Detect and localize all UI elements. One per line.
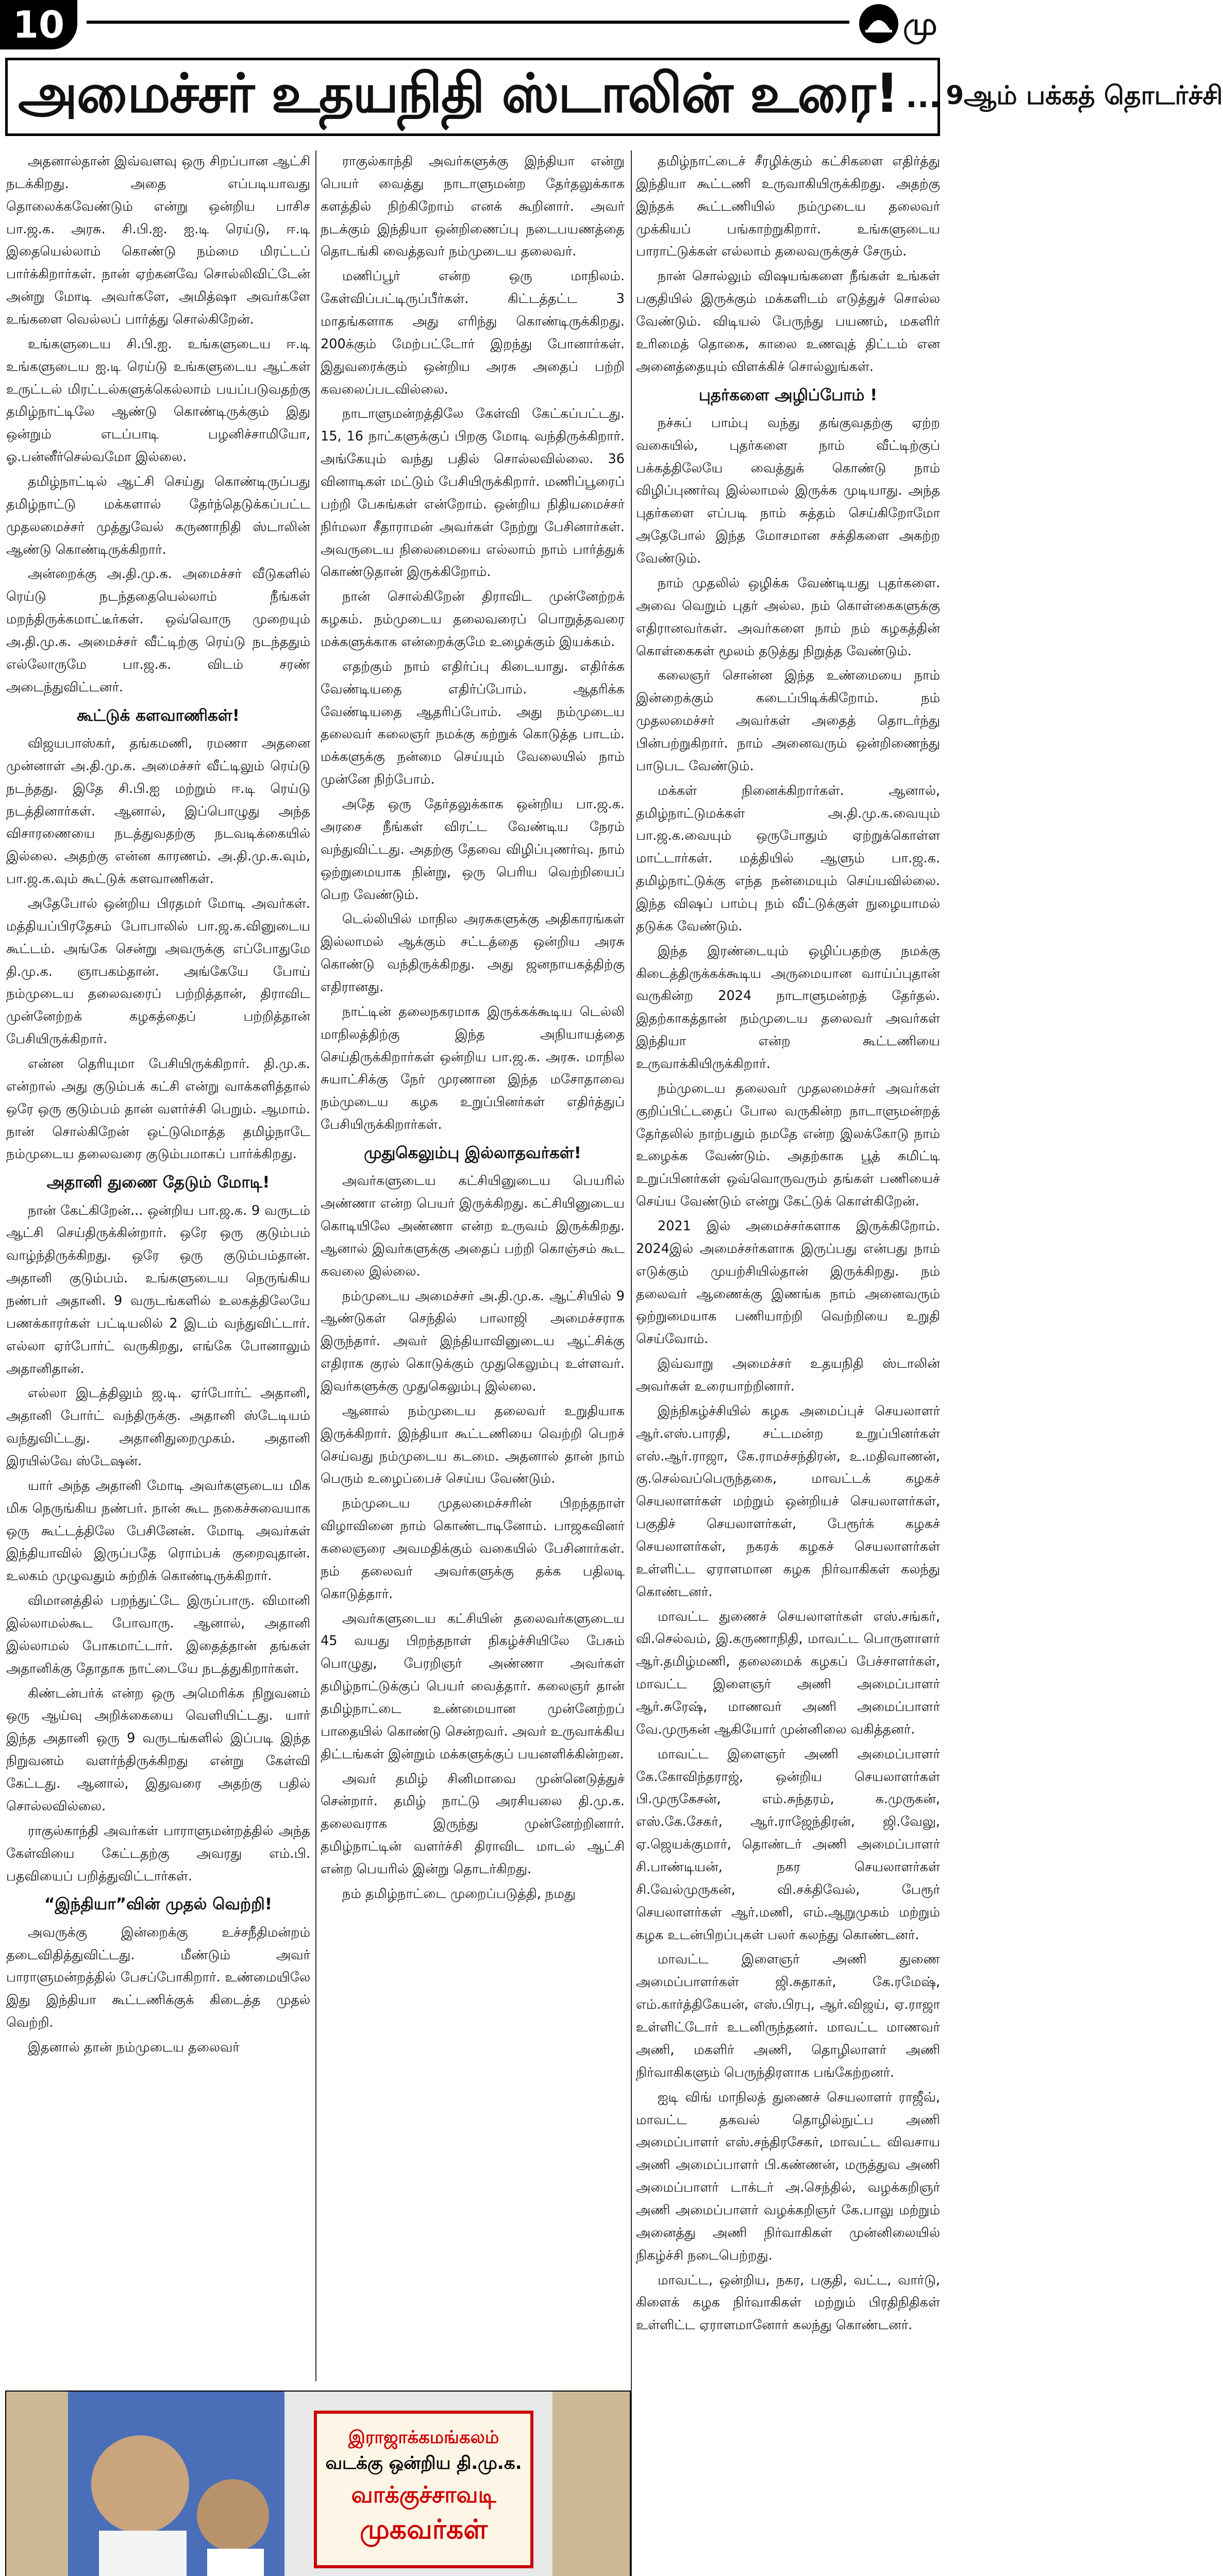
paragraph: ராகுல்காந்தி அவர்கள் பாராளுமன்றத்தில் அந்த கேள்வியை கேட்டதற்கு அவரது எம்.பி. பதவியைப் பறித்துவிட்டார்கள். bbox=[6, 1823, 310, 1884]
subheading: அதானி துணை தேடும் மோடி! bbox=[46, 1173, 270, 1192]
article-column-3 bbox=[636, 150, 940, 2576]
headline-bar bbox=[5, 58, 1223, 136]
subheading: முதுகெலும்பு இல்லாதவர்கள்! bbox=[364, 1143, 581, 1162]
paragraph: மணிப்பூர் என்ற ஒரு மாநிலம். கேள்விப்பட்டிருப்பீர்கள். கிட்டத்தட்ட 3 மாதங்களாக அது எரிந்து கொண்டிருக்கிறது. 200க்கும் மேற்பட்டோர் இறந்து போனார்கள். இதுவரைக்கும் ஒன்றிய அரசு அதைப் பற்றி கவலைப்படவில்லை. bbox=[321, 268, 625, 397]
paragraph: நம் தமிழ்நாட்டை முறைப்படுத்தி, நமது bbox=[342, 1886, 576, 1902]
event-photo-illustration bbox=[6, 2392, 630, 2576]
paragraph: அதேபோல் ஒன்றிய பிரதமர் மோடி அவர்கள். மத்தியப்பிரதேசம் போபாலில் பா.ஜ.க.வினுடைய கூட்டம். அங்கே சென்று அவருக்கு எப்போதுமே தி.மு.க. ஞாபகம்தான். அங்கேயே போய் நம்முடைய தலைவரைப் பற்றித்தான், திராவிட முன்னேற்றக் கழகத்தைப் பற்றித்தான் பேசியிருக்கிறார். bbox=[6, 895, 310, 1047]
paragraph: இதனால் தான் நம்முடைய தலைவர் bbox=[28, 2039, 240, 2055]
newspaper-name: மு bbox=[903, 6, 937, 42]
paragraph: மாவட்ட இளைஞர் அணி துணை அமைப்பாளர்கள் ஜி.சுதாகர், கே.ரமேஷ், எம்.கார்த்திகேயன், எஸ்.பிரபு, ஆர்.விஜய், ஏ.ராஜா உள்ளிட்டோர் உடனிருந்தனர். மாவட்ட மாணவர் அணி, மகளிர் அணி, தொழிலாளர் அணி நிர்வாகிகளும் பெருந்திரளாக பங்கேற்றனர். bbox=[636, 1952, 940, 2080]
paragraph: எல்லா இடத்திலும் ஜ.டி. ஏர்போர்ட் அதானி, அதானி போர்ட் வந்திருக்கு. அதானி ஸ்டேடியம் வந்துவிட்டது. அதானிதுறைமுகம். அதானி இரயில்வே ஸ்டேஷன். bbox=[6, 1385, 310, 1469]
continued-from-label: 9ஆம் பக்கத் தொடர்ச்சி bbox=[946, 80, 1223, 110]
paragraph: இந்நிகழ்ச்சியில் கழக அமைப்புச் செயலாளர் ஆர்.எஸ்.பாரதி, சட்டமன்ற உறுப்பினர்கள் எஸ்.ஆர்.ராஜா, கே.ராமச்சந்திரன், உ.மதிவாணன், கு.செல்வப்பெருந்தகை, மாவட்டக் கழகச் செயலாளர்கள் மற்றும் ஒன்றியச் செயலாளர்கள், பகுதிச் செயலாளர்கள், பேரூர்க் கழகச் செயலாளர்கள், நகரக் கழகச் செயலாளர்கள் உள்ளிட்ட ஏராளமான கழக நிர்வாகிகள் கலந்து கொண்டனர். bbox=[636, 1403, 940, 1600]
paragraph: விமானத்தில் பறந்துட்டே இருப்பாரு. விமானி இல்லாமல்கூட போவாரு. ஆனால், அதானி இல்லாமல் போகமாட்டார். இதைத்தான் தங்கள் அதானிக்கு தோதாக நாட்டையே நடத்துகிறார்கள். bbox=[6, 1593, 310, 1676]
paragraph: அவர் தமிழ் சினிமாவை முன்னெடுத்துச் சென்றார். தமிழ் நாட்டு அரசியலை தி.மு.க. தலைவராக இருந்து முன்னேற்றினார். தமிழ்நாட்டின் வளர்ச்சி திராவிட மாடல் ஆட்சி என்ற பெயரில் இன்று தொடர்கிறது. bbox=[321, 1771, 625, 1877]
paragraph: அதனால்தான் இவ்வளவு ஒரு சிறப்பான ஆட்சி நடக்கிறது. அதை எப்படியாவது தொலைக்கவேண்டும் என்று ஒன்றிய பாசிச பா.ஜ.க. அரசு. சி.பி.ஐ. ஐ.டி ரெய்டு, ஈ.டி இதையெல்லாம் கொண்டு நம்மை மிரட்டப் பார்க்கிறார்கள். நான் ஏற்கனவே சொல்லிவிட்டேன் அன்று மோடி அவர்களே, அமித்ஷா அவர்களே உங்களை வெல்லப் பார்த்து சொல்கிறேன். bbox=[6, 154, 310, 328]
paragraph: ஐடி விங் மாநிலத் துணைச் செயலாளர் ராஜீவ், மாவட்ட தகவல் தொழில்நுட்ப அணி அமைப்பாளர் எஸ்.சந்திரசேகர், மாவட்ட விவசாய அணி அமைப்பாளர் பி.கண்ணன், மருத்துவ அணி அமைப்பாளர் டாக்டர் அ.செந்தில், வழக்கறிஞர் அணி அமைப்பாளர் வழக்கறிஞர் கே.பாலு மற்றும் அனைத்து அணி நிர்வாகிகள் முன்னிலையில் நிகழ்ச்சி நடைபெற்றது. bbox=[636, 2089, 940, 2263]
subheading: புதர்களை அழிப்போம் ! bbox=[698, 385, 878, 404]
headline: அமைச்சர் உதயநிதி ஸ்டாலின் உரை! bbox=[18, 62, 898, 125]
header-rule bbox=[87, 21, 849, 24]
paragraph: மக்கள் நினைக்கிறார்கள். ஆனால், தமிழ்நாட்டுமக்கள் அ.தி.மு.க.வையும் பா.ஜ.க.வையும் ஒருபோதும் ஏற்றுக்கொள்ள மாட்டார்கள். மத்தியில் ஆளும் பா.ஜ.க. தமிழ்நாட்டுக்கு எந்த நன்மையும் செய்யவில்லை. இந்த விஷப் பாம்பு நம் வீட்டுக்குள் நுழையாமல் தடுக்க வேண்டும். bbox=[636, 783, 940, 934]
paragraph: அவர்களுடைய கட்சியின் தலைவர்களுடைய 45 வயது பிறந்தநாள் நிகழ்ச்சியிலே பேசும் பொழுது, பேரறிஞர் அண்ணா அவர்கள் தமிழ்நாட்டுக்குப் பெயர் வைத்தார். கலைஞர் தான் தமிழ்நாட்டை உண்மையான முன்னேற்றப் பாதையில் கொண்டு சென்றவர். அவர் உருவாக்கிய திட்டங்கள் இன்றும் மக்களுக்குப் பயனளிக்கின்றன. bbox=[321, 1611, 625, 1762]
paragraph: நான் சொல்லும் விஷயங்களை நீங்கள் உங்கள் பகுதியில் இருக்கும் மக்களிடம் எடுத்துச் சொல்ல வேண்டும். விடியல் பேருந்து பயணம், மகளிர் உரிமைத் தொகை, காலை உணவுத் திட்டம் என அனைத்தையும் விளக்கிச் சொல்லுங்கள். bbox=[636, 268, 940, 375]
page-number: 10 bbox=[0, 0, 77, 49]
paragraph: கலைஞர் சொன்ன இந்த உண்மையை நாம் இன்றைக்கும் கடைப்பிடிக்கிறோம். நம் முதலமைச்சர் அவர்கள் அதைத் தொடர்ந்து பின்பற்றுகிறார். நாம் அனைவரும் ஒன்றிணைந்து பாடுபட வேண்டும். bbox=[636, 668, 940, 774]
paragraph: ராகுல்காந்தி அவர்களுக்கு இந்தியா என்று பெயர் வைத்து நாடாளுமன்ற தேர்தலுக்காக களத்தில் நிற்கிறோம் எனக் கூறினார். அவர் நடக்கும் இந்தியா ஒன்றிணைப்பு நடைபயணத்தை தொடங்கி வைத்தவர் நம்முடைய தலைவர். bbox=[321, 154, 625, 260]
paragraph: உங்களுடைய சி.பி.ஐ. உங்களுடைய ஈ.டி உங்களுடைய ஐ.டி ரெய்டு உங்களுடைய ஆட்கள் உருட்டல் மிரட்டல்களுக்கெல்லாம் பயப்படுவதற்கு தமிழ்நாட்டிலே ஆண்டு கொண்டிருக்கும் இது ஒன்றும் எடப்பாடி பழனிச்சாமியோ, ஓ.பன்னீர்செல்வமோ இல்லை. bbox=[6, 336, 310, 465]
paragraph: எதற்கும் நாம் எதிர்ப்பு கிடையாது. எதிர்க்க வேண்டியதை எதிர்ப்போம். ஆதரிக்க வேண்டியதை ஆதரிப்போம். அது நம்முடைய தலைவர் கலைஞர் நமக்கு கற்றுக் கொடுத்த பாடம். மக்களுக்கு நன்மை செய்யும் வேலையில் நாம் முன்னே நிற்போம். bbox=[321, 658, 625, 788]
paragraph: யார் அந்த அதானி மோடி அவர்களுடைய மிக மிக நெருங்கிய நண்பர். நான் கூட நகைச்சுவையாக ஒரு கூட்டத்திலே பேசினேன். மோடி அவர்கள் இந்தியாவில் இருப்பதே ரொம்பக் குறைவுதான். உலகம் முழுவதும் சுற்றிக் கொண்டிருக்கிறார். bbox=[6, 1478, 310, 1584]
column-divider bbox=[315, 150, 316, 2381]
paragraph: டெல்லியில் மாநில அரசுகளுக்கு அதிகாரங்கள் இல்லாமல் ஆக்கும் சட்டத்தை ஒன்றிய அரசு கொண்டு வந்திருக்கிறது. அது ஜனநாயகத்திற்கு எதிரானது. bbox=[321, 911, 625, 995]
paragraph: நாடாளுமன்றத்திலே கேள்வி கேட்கப்பட்டது. 15, 16 நாட்களுக்குப் பிறகு மோடி வந்திருக்கிறார். அங்கேயும் வந்து பதில் சொல்லவில்லை. 36 வினாடிகள் மட்டும் பேசியிருக்கிறார். மணிப்பூரைப் பற்றி பேசுங்கள் என்றோம். ஒன்றிய நிதியமைச்சர் நிர்மலா சீதாராமன் அவர்கள் நேற்று பேசினார்கள். அவருடைய நிலைமையை எல்லாம் நாம் பார்த்துக் கொண்டுதான் இருக்கிறோம். bbox=[321, 406, 625, 580]
paragraph: அவருக்கு இன்றைக்கு உச்சநீதிமன்றம் தடைவிதித்துவிட்டது. மீண்டும் அவர் பாராளுமன்றத்தில் பேசப்போகிறார். உண்மையிலே இது இந்தியா கூட்டணிக்குக் கிடைத்த முதல் வெற்றி. bbox=[6, 1924, 310, 2031]
paragraph: நான் சொல்கிறேன் திராவிட முன்னேற்றக் கழகம். நம்முடைய தலைவரைப் பொறுத்தவரை மக்களுக்காக என்றைக்குமே உழைக்கும் இயக்கம். bbox=[321, 589, 625, 650]
paragraph: கிண்டன்பர்க் என்ற ஒரு அமெரிக்க நிறுவனம் ஒரு ஆய்வு அறிக்கையை வெளியிட்டது. யார் இந்த அதானி ஒரு 9 வருடங்களில் இப்படி இந்த நிறுவனம் வளர்ந்திருக்கிறது என்று கேள்வி கேட்டது. ஆனால், இதுவரை அதற்கு பதில் சொல்லவில்லை. bbox=[6, 1685, 310, 1814]
paragraph: அன்றைக்கு அ.தி.மு.க. அமைச்சர் வீடுகளில் ரெய்டு நடந்ததையெல்லாம் நீங்கள் மறந்திருக்கமாட்டீர்கள். ஒவ்வொரு முறையும் அ.தி.மு.க. அமைச்சர் வீட்டிற்கு ரெய்டு நடந்ததும் எல்லோருமே பா.ஜ.க. விடம் சரண் அடைந்துவிட்டனர். bbox=[6, 566, 310, 695]
article-column-2 bbox=[321, 150, 625, 2371]
paragraph: நாட்டின் தலைநகரமாக இருக்கக்கூடிய டெல்லி மாநிலத்திற்கு இந்த அநியாயத்தை செய்திருக்கிறார்கள் ஒன்றிய பா.ஜ.க. அரசு. மாநில சுயாட்சிக்கு நேர் முரணான இந்த மசோதாவை நம்முடைய கழக உறுப்பினர்கள் எதிர்த்துப் பேசியிருக்கிறார்கள். bbox=[321, 1004, 625, 1133]
banner-text: முகவர்கள் bbox=[359, 2514, 488, 2545]
paragraph: நம்முடைய அமைச்சர் அ.தி.மு.க. ஆட்சியில் 9 ஆண்டுகள் செந்தில் பாலாஜி அமைச்சராக இருந்தார். அவர் இந்தியாவினுடைய ஆட்சிக்கு எதிராக குரல் கொடுக்கும் முதுகெலும்பு உள்ளவர். இவர்களுக்கு முதுகெலும்பு இல்லை. bbox=[321, 1288, 625, 1394]
paragraph: நம்முடைய முதலமைச்சரின் பிறந்தநாள் விழாவினை நாம் கொண்டாடினோம். பாஜகவினர் கலைஞரை அவமதிக்கும் வகையில் பேசினார்கள். நம் தலைவர் அவர்களுக்கு தக்க பதிலடி கொடுத்தார். bbox=[321, 1496, 625, 1602]
paragraph: என்ன தெரியுமா பேசியிருக்கிறார். தி.மு.க. என்றால் அது குடும்பக் கட்சி என்று வாக்களித்தால் ஒரே ஒரு குடும்பம் தான் வளர்ச்சி பெறும். ஆமாம். நான் சொல்கிறேன் ஒட்டுமொத்த தமிழ்நாடே நம்முடைய தலைவரை குடும்பமாகப் பார்க்கிறது. bbox=[6, 1056, 310, 1162]
paragraph: இவ்வாறு அமைச்சர் உதயநிதி ஸ்டாலின் அவர்கள் உரையாற்றினார். bbox=[636, 1356, 940, 1394]
paragraph: நான் கேட்கிறேன்... ஒன்றிய பா.ஜ.க. 9 வருடம் ஆட்சி செய்திருக்கின்றார். ஒரே ஒரு குடும்பம் வாழ்ந்திருக்கிறது. ஒரே ஒரு குடும்பம்தான். அதானி குடும்பம். உங்களுடைய நெருங்கிய நண்பர் அதானி. 9 வருடங்களில் உலகத்திலேயே பணக்காரர்கள் பட்டியலில் 2 இடம் வந்துவிட்டார். எல்லா ஏர்போர்ட் வருகிறது, எங்கே போனாலும் அதானிதான். bbox=[6, 1202, 310, 1377]
paragraph: தமிழ்நாட்டைச் சீரழிக்கும் கட்சிகளை எதிர்த்து இந்தியா கூட்டணி உருவாகியிருக்கிறது. அதற்கு இந்தக் கூட்டணியில் நம்முடைய தலைவர் முக்கியப் பங்காற்றுகிறார். உங்களுடைய பாராட்டுக்கள் எல்லாம் தலைவருக்குச் சேரும். bbox=[636, 154, 940, 260]
paragraph: ஆனால் நம்முடைய தலைவர் உறுதியாக இருக்கிறார். இந்தியா கூட்டணியை வெற்றி பெறச் செய்வது நம்முடைய கடமை. அதனால் தான் நாம் பெரும் உழைப்பைச் செய்ய வேண்டும். bbox=[321, 1403, 625, 1487]
paragraph: அவர்களுடைய கட்சியினுடைய பெயரில் அண்ணா என்ற பெயர் இருக்கிறது. கட்சியினுடைய கொடியிலே அண்ணா என்ற உருவம் இருக்கிறது. ஆனால் இவர்களுக்கு அதைப் பற்றி கொஞ்சம் கூட கவலை இல்லை. bbox=[321, 1173, 625, 1279]
headline-dots: ... bbox=[905, 79, 941, 115]
event-photo bbox=[5, 2391, 631, 2576]
rising-sun-logo-icon bbox=[858, 3, 899, 44]
column-divider bbox=[631, 150, 632, 2576]
paragraph: நம்முடைய தலைவர் முதலமைச்சர் அவர்கள் குறிப்பிட்டதைப் போல வருகின்ற நாடாளுமன்றத் தேர்தலில் நாற்பதும் நமதே என்ற இலக்கோடு நாம் உழைக்க வேண்டும். அதற்காக பூத் கமிட்டி உறுப்பினர்கள் ஒவ்வொருவரும் தங்கள் பணியைச் செய்ய வேண்டும் என்று கேட்டுக் கொள்கிறேன். bbox=[636, 1080, 940, 1210]
banner-text: இராஜாக்கமங்கலம் bbox=[348, 2427, 499, 2448]
paragraph: 2021 இல் அமைச்சர்களாக இருக்கிறோம். 2024இல் அமைச்சர்களாக இருப்பது என்பது நாம் எடுக்கும் முயற்சியில்தான் இருக்கிறது. நம் தலைவர் ஆணைக்கு இணங்க நாம் அனைவரும் ஒற்றுமையாக பணியாற்றி வெற்றியை உறுதி செய்வோம். bbox=[636, 1218, 940, 1347]
paragraph: தமிழ்நாட்டில் ஆட்சி செய்து கொண்டிருப்பது தமிழ்நாட்டு மக்களால் தேர்ந்தெடுக்கப்பட்ட முதலமைச்சர் முத்துவேல் கருணாநிதி ஸ்டாலின் ஆண்டு கொண்டிருக்கிறார். bbox=[6, 474, 310, 557]
paragraph: மாவட்ட துணைச் செயலாளர்கள் எஸ்.சங்கர், வி.செல்வம், இ.கருணாநிதி, மாவட்ட பொருளாளர் ஆர்.தமிழ்மணி, தலைமைக் கழகப் பேச்சாளர்கள், மாவட்ட இளைஞர் அணி அமைப்பாளர் ஆர்.சுரேஷ், மாணவர் அணி அமைப்பாளர் வே.முருகன் ஆகியோர் முன்னிலை வகித்தனர். bbox=[636, 1608, 940, 1737]
paragraph: நச்சுப் பாம்பு வந்து தங்குவதற்கு ஏற்ற வகையில், புதர்களை நாம் வீட்டிற்குப் பக்கத்திலேயே வைத்துக் கொண்டு நாம் விழிப்புணர்வு இல்லாமல் இருக்க முடியாது. அந்த புதர்களை எப்படி நாம் சுத்தம் செய்கிறோமோ அதேபோல் இந்த மோசமான சக்திகளை அகற்ற வேண்டும். bbox=[636, 415, 940, 567]
paragraph: மாவட்ட இளைஞர் அணி அமைப்பாளர் கே.கோவிந்தராஜ், ஒன்றிய செயலாளர்கள் பி.முருகேசன், எம்.சுந்தரம், க.முருகன், எஸ்.கே.சேகர், ஆர்.ராஜேந்திரன், ஜி.வேலு, ஏ.ஜெயக்குமார், தொண்டர் அணி அமைப்பாளர் சி.பாண்டியன், நகர செயலாளர்கள் சி.வேல்முருகன், வி.சக்திவேல், பேரூர் செயலாளர்கள் ஆர்.மணி, எம்.ஆறுமுகம் மற்றும் கழக உடன்பிறப்புகள் பலர் கலந்து கொண்டனர். bbox=[636, 1746, 940, 1943]
paragraph: மாவட்ட, ஒன்றிய, நகர, பகுதி, வட்ட, வார்டு, கிளைக் கழக நிர்வாகிகள் மற்றும் பிரதிநிதிகள் உள்ளிட்ட ஏராளமானோர் கலந்து கொண்டனர். bbox=[636, 2272, 940, 2333]
article-column-1 bbox=[6, 150, 310, 2371]
paragraph: விஜயபாஸ்கர், தங்கமணி, ரமணா அதனை முன்னாள் அ.தி.மு.க. அமைச்சர் வீட்டிலும் ரெய்டு நடந்தது. இதே சி.பி.ஐ மற்றும் ஈ.டி ரெய்டு நடத்தினார்கள். ஆனால், இப்பொழுது அந்த விசாரணையை நடத்துவதற்கு நடவடிக்கையில் இல்லை. அதற்கு என்ன காரணம். அ.தி.மு.க.வும், பா.ஜ.க.வும் கூட்டுக் களவாணிகள். bbox=[6, 735, 310, 887]
paragraph: அதே ஒரு தேர்தலுக்காக ஒன்றிய பா.ஜ.க. அரசை நீங்கள் விரட்ட வேண்டிய நேரம் வந்துவிட்டது. அதற்கு தேவை விழிப்புணர்வு. நாம் ஒற்றுமையாக நின்று, ஒரு பெரிய வெற்றியைப் பெற வேண்டும். bbox=[321, 796, 625, 903]
banner-text: வாக்குச்சாவடி bbox=[351, 2482, 496, 2508]
banner-text: வடக்கு ஒன்றிய தி.மு.க. bbox=[325, 2453, 522, 2473]
paragraph: நாம் முதலில் ஒழிக்க வேண்டியது புதர்களை. அவை வெறும் புதர் அல்ல. நம் கொள்கைகளுக்கு எதிரானவர்கள். அவர்களை நாம் நம் கழகத்தின் கொள்கைகள் மூலம் தடுத்து நிறுத்த வேண்டும். bbox=[636, 575, 940, 659]
paragraph: இந்த இரண்டையும் ஒழிப்பதற்கு நமக்கு கிடைத்திருக்கக்கூடிய அருமையான வாய்ப்புதான் வருகின்ற 2024 நாடாளுமன்றத் தேர்தல். இதற்காகத்தான் நம்முடைய தலைவர் அவர்கள் இந்தியா என்ற கூட்டணியை உருவாக்கியிருக்கிறார். bbox=[636, 943, 940, 1072]
subheading: கூட்டுக் களவாணிகள்! bbox=[77, 706, 240, 725]
subheading: “இந்தியா”வின் முதல் வெற்றி! bbox=[44, 1895, 272, 1914]
